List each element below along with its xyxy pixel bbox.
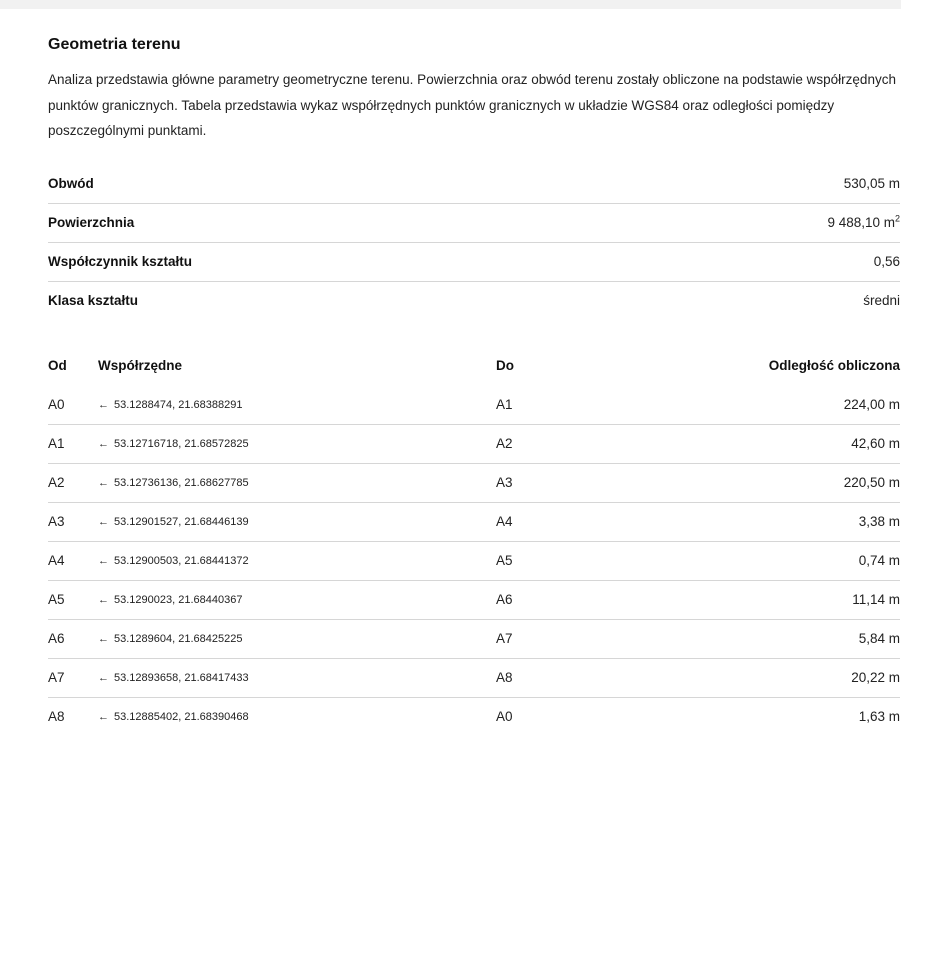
summary-label: Powierzchnia (48, 215, 135, 230)
header-from: Od (48, 358, 67, 373)
top-band (0, 0, 901, 9)
cell-to: A8 (496, 658, 646, 697)
cell-from: A7 (48, 658, 98, 697)
arrow-left-icon: ← (98, 437, 109, 450)
cell-coords (98, 658, 496, 697)
table-row (48, 424, 900, 463)
summary-label: Obwód (48, 176, 94, 191)
section-description: Analiza przedstawia główne parametry geometryczne terenu. Powierzchnia oraz obwód terenu zostały obliczone na podstawie współrzędnych punktów granicznych. Tabela przedstawia wykaz współrzędnych punktów granicznych w układzie WGS84 oraz odległości pomiędzy poszczególnymi punktami. (48, 72, 896, 138)
coords-text: 53.12900503, 21.68441372 (114, 554, 249, 567)
header-distance: Odległość obliczona (768, 358, 900, 373)
summary-label: Klasa kształtu (48, 293, 139, 308)
cell-coords (98, 502, 496, 541)
coords-text: 53.12716718, 21.68572825 (114, 437, 249, 450)
coords-text: 53.12736136, 21.68627785 (114, 476, 249, 489)
table-row (48, 386, 900, 425)
header-to: Do (496, 358, 514, 373)
table-row (48, 619, 900, 658)
arrow-left-icon: ← (98, 632, 109, 645)
cell-distance: 0,74 m (646, 541, 900, 580)
cell-distance: 5,84 m (646, 619, 900, 658)
table-body (48, 386, 900, 736)
cell-from: A6 (48, 619, 98, 658)
table-row (48, 541, 900, 580)
cell-coords (98, 619, 496, 658)
cell-to: A4 (496, 502, 646, 541)
cell-coords (98, 580, 496, 619)
coords-text: 53.1289604, 21.68425225 (114, 632, 243, 645)
cell-coords (98, 463, 496, 502)
arrow-left-icon: ← (98, 710, 109, 723)
table-header-row (48, 346, 900, 386)
cell-distance: 11,14 m (646, 580, 900, 619)
cell-to: A1 (496, 386, 646, 425)
cell-from: A2 (48, 463, 98, 502)
summary-row-shape-class (48, 282, 900, 320)
summary-value: średni (863, 293, 900, 308)
cell-coords (98, 386, 496, 425)
summary-row-shape-coefficient (48, 243, 900, 282)
cell-from: A4 (48, 541, 98, 580)
coords-text: 53.1290023, 21.68440367 (114, 593, 243, 606)
cell-from: A0 (48, 386, 98, 425)
summary-list (48, 165, 900, 320)
coords-text: 53.12901527, 21.68446139 (114, 515, 249, 528)
boundary-points-table (48, 346, 900, 736)
cell-from: A8 (48, 709, 65, 724)
header-coords: Współrzędne (98, 358, 183, 373)
table-row (48, 502, 900, 541)
summary-row-area (48, 204, 900, 243)
table-row (48, 463, 900, 502)
cell-to: A3 (496, 463, 646, 502)
coords-text: 53.12893658, 21.68417433 (114, 671, 249, 684)
table-row (48, 697, 900, 736)
cell-from: A1 (48, 424, 98, 463)
cell-coords (98, 424, 496, 463)
cell-distance: 224,00 m (646, 386, 900, 425)
arrow-left-icon: ← (98, 671, 109, 684)
cell-to: A0 (496, 709, 513, 724)
cell-coords (98, 697, 496, 736)
arrow-left-icon: ← (98, 476, 109, 489)
cell-distance: 220,50 m (646, 463, 900, 502)
cell-from: A5 (48, 580, 98, 619)
arrow-left-icon: ← (98, 554, 109, 567)
cell-to: A2 (496, 424, 646, 463)
cell-distance: 42,60 m (646, 424, 900, 463)
coords-text: 53.1288474, 21.68388291 (114, 398, 243, 411)
arrow-left-icon: ← (98, 593, 109, 606)
cell-distance: 20,22 m (646, 658, 900, 697)
coords-text: 53.12885402, 21.68390468 (114, 710, 249, 723)
cell-distance: 1,63 m (858, 709, 900, 724)
section-title: Geometria terenu (48, 36, 181, 53)
summary-label: Współczynnik kształtu (48, 254, 193, 269)
cell-to: A5 (496, 541, 646, 580)
summary-value: 0,56 (873, 254, 900, 269)
arrow-left-icon: ← (98, 398, 109, 411)
summary-row-perimeter (48, 165, 900, 204)
unit-exponent: 2 (894, 213, 900, 224)
cell-to: A6 (496, 580, 646, 619)
cell-to: A7 (496, 619, 646, 658)
table-row (48, 658, 900, 697)
cell-coords (98, 541, 496, 580)
cell-distance: 3,38 m (646, 502, 900, 541)
summary-value: 9 488,10 $m^2$ (827, 213, 900, 230)
summary-value: 530,05 m (843, 176, 900, 191)
arrow-left-icon: ← (98, 515, 109, 528)
geometry-section (48, 33, 900, 736)
cell-from: A3 (48, 502, 98, 541)
table-row (48, 580, 900, 619)
